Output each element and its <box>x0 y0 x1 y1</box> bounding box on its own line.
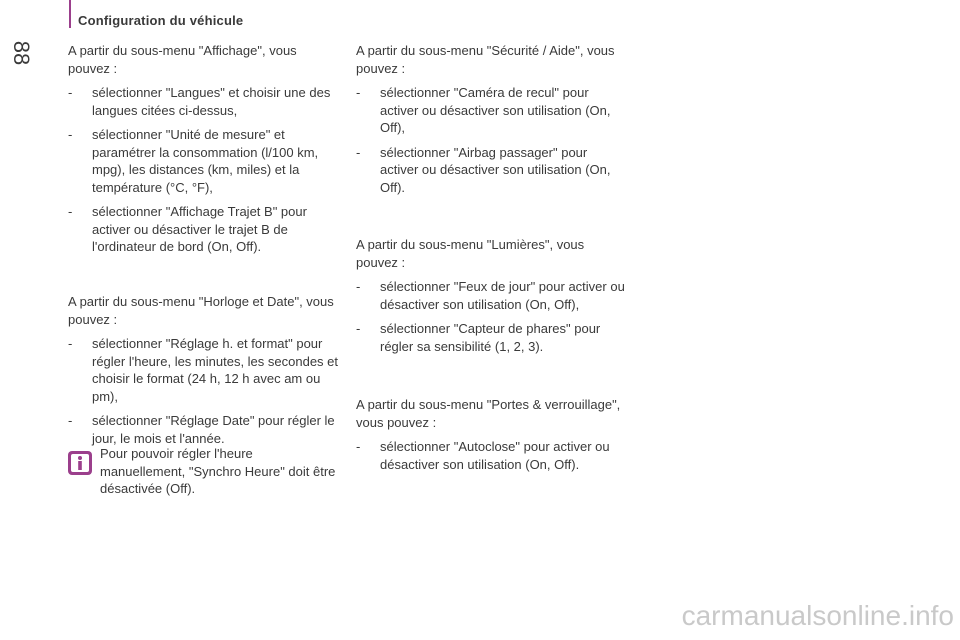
page-number: 88 <box>9 40 34 66</box>
list-item-text: sélectionner "Feux de jour" pour activer ou désactiver son utilisation (On, Off), <box>380 279 625 312</box>
affichage-section <box>68 42 340 263</box>
list-item <box>356 84 628 137</box>
bullet-dash: - <box>356 321 361 336</box>
list-item-text: sélectionner "Caméra de recul" pour activer ou désactiver son utilisation (On, Off), <box>380 85 611 135</box>
list-item-text: sélectionner "Réglage Date" pour régler le jour, le mois et l'année. <box>92 413 335 446</box>
portes-intro: A partir du sous-menu "Portes & verrouillage", vous pouvez : <box>356 397 621 430</box>
list-item <box>68 84 340 119</box>
horloge-intro: A partir du sous-menu "Horloge et Date", vous pouvez : <box>68 294 334 327</box>
securite-section <box>356 42 628 203</box>
portes-section <box>356 396 628 480</box>
bullet-dash: - <box>68 85 73 100</box>
affichage-intro: A partir du sous-menu "Affichage", vous pouvez : <box>68 43 297 76</box>
info-note <box>68 445 338 501</box>
list-item <box>356 320 628 355</box>
info-icon <box>68 451 92 475</box>
list-item-text: sélectionner "Airbag passager" pour activer ou désactiver son utilisation (On, Off). <box>380 144 611 195</box>
list-item <box>68 126 340 196</box>
list-item-text: sélectionner "Affichage Trajet B" pour activer ou désactiver le trajet B de l'ordinateur de bord (On, Off). <box>92 204 307 254</box>
list-item <box>356 278 628 313</box>
list-item-text: sélectionner "Réglage h. et format" pour régler l'heure, les minutes, les secondes et choisir le format (24 h, 12 h avec am ou pm), <box>92 336 338 404</box>
list-item <box>68 412 340 447</box>
list-item-text: sélectionner "Autoclose" pour activer ou désactiver son utilisation (On, Off). <box>380 439 610 472</box>
page-title: Configuration du véhicule <box>78 13 244 28</box>
list-item <box>356 438 628 473</box>
lumieres-section <box>356 236 628 362</box>
bullet-dash: - <box>356 439 361 454</box>
bullet-dash: - <box>68 336 73 351</box>
list-item <box>68 335 340 405</box>
bullet-dash: - <box>68 204 73 219</box>
bullet-dash: - <box>356 85 361 100</box>
list-item-text: sélectionner "Langues" et choisir une des langues citées ci-dessus, <box>92 85 331 118</box>
list-item <box>356 144 628 197</box>
securite-intro: A partir du sous-menu "Sécurité / Aide", vous pouvez : <box>356 43 615 76</box>
header-accent-bar <box>69 0 71 28</box>
bullet-dash: - <box>356 144 361 160</box>
lumieres-intro: A partir du sous-menu "Lumières", vous pouvez : <box>356 237 585 270</box>
bullet-dash: - <box>68 127 73 142</box>
list-item <box>68 203 340 256</box>
bullet-dash: - <box>68 413 73 428</box>
list-item-text: sélectionner "Unité de mesure" et paramétrer la consommation (l/100 km, mpg), les distances (km, miles) et la température (°C, °F), <box>92 127 319 195</box>
info-note-text: Pour pouvoir régler l'heure manuellement, "Synchro Heure" doit être désactivée (Off). <box>100 446 336 496</box>
horloge-section <box>68 293 340 454</box>
watermark: carmanualsonline.info <box>681 600 954 631</box>
bullet-dash: - <box>356 279 361 294</box>
list-item-text: sélectionner "Capteur de phares" pour régler sa sensibilité (1, 2, 3). <box>380 321 601 354</box>
